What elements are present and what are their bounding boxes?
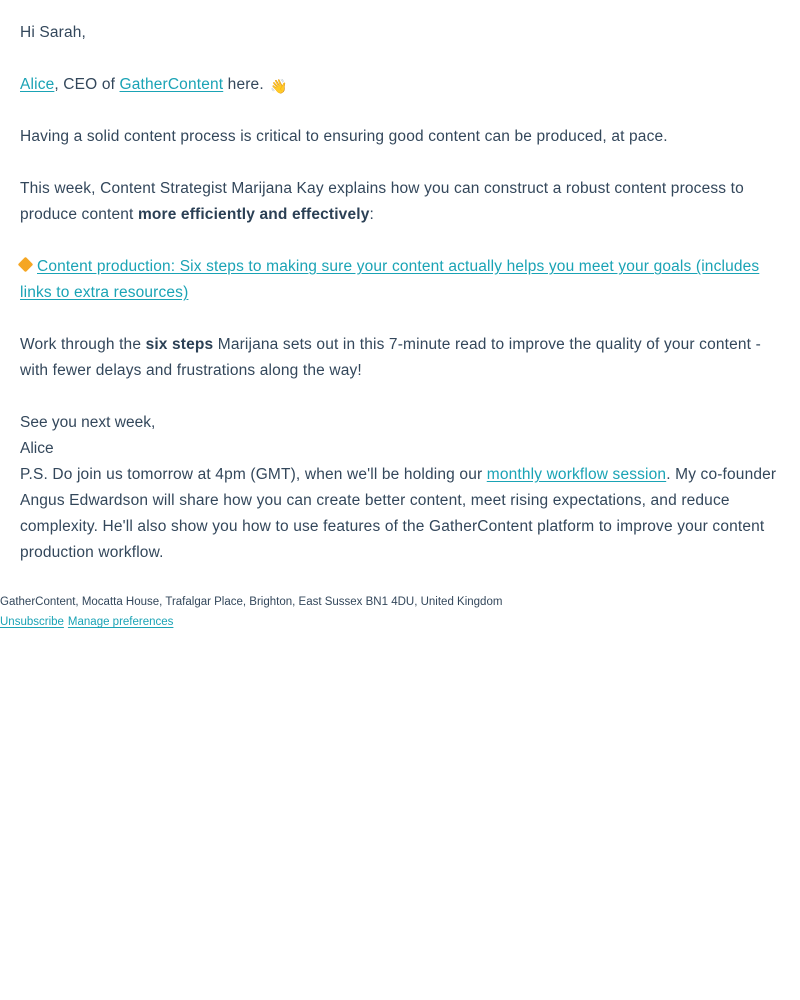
signoff-block	[20, 410, 780, 462]
unsubscribe-link[interactable]: Unsubscribe	[0, 616, 64, 628]
intro-mid-text: , CEO of	[54, 76, 120, 93]
this-week-paragraph	[20, 176, 780, 228]
footer-links	[0, 612, 780, 632]
paragraph-2-before-bold: This week, Content Strategist Marijana Kay explains how you can construct a robust content process to produce content	[20, 180, 744, 223]
paragraph-1-text: Having a solid content process is critical to ensuring good content can be produced, at pace.	[20, 128, 668, 145]
monthly-workflow-session-link[interactable]: monthly workflow session	[486, 466, 667, 483]
six-steps-paragraph	[20, 332, 780, 384]
paragraph-2-after-bold: :	[369, 206, 374, 223]
intro-paragraph	[20, 72, 780, 98]
postscript-before-link: P.S. Do join us tomorrow at 4pm (GMT), when we'll be holding our	[20, 466, 487, 483]
footer-address-text: GatherContent, Mocatta House, Trafalgar Place, Brighton, East Sussex BN1 4DU, United Kingdom	[0, 596, 503, 608]
paragraph-3-bold-text: six steps	[145, 336, 214, 353]
email-footer	[0, 592, 800, 632]
gathercontent-link[interactable]: GatherContent	[119, 76, 224, 93]
paragraph-3-before-bold: Work through the	[20, 336, 146, 353]
content-production-article-link[interactable]: Content production: Six steps to making sure your content actually helps you meet your goals (includes links to extra resources)	[20, 258, 760, 301]
intro-body-paragraph	[20, 124, 780, 150]
signoff-line-1: See you next week,	[20, 414, 156, 431]
paragraph-3-after-bold: Marijana sets out in this 7-minute read to improve the quality of your content - with fewer delays and frustrations along the way!	[20, 336, 761, 379]
intro-after-text: here.	[223, 76, 269, 93]
greeting-paragraph	[20, 20, 780, 46]
featured-link-paragraph	[20, 254, 780, 306]
manage-preferences-link[interactable]: Manage preferences	[67, 616, 174, 628]
alice-profile-link[interactable]: Alice	[20, 76, 55, 93]
postscript-after-link: . My co-founder Angus Edwardson will share how you can create better content, meet rising expectations, and reduce complexity. He'll also show you how to use features of the GatherContent platform to improve your content production workflow.	[20, 466, 777, 561]
greeting-text: Hi Sarah,	[20, 24, 87, 41]
paragraph-2-bold-text: more efficiently and effectively	[137, 206, 370, 223]
signoff-line-2: Alice	[20, 440, 54, 457]
postscript-paragraph	[20, 462, 780, 566]
waving-hand-icon: 👋	[270, 79, 288, 95]
orange-diamond-icon	[18, 257, 34, 273]
